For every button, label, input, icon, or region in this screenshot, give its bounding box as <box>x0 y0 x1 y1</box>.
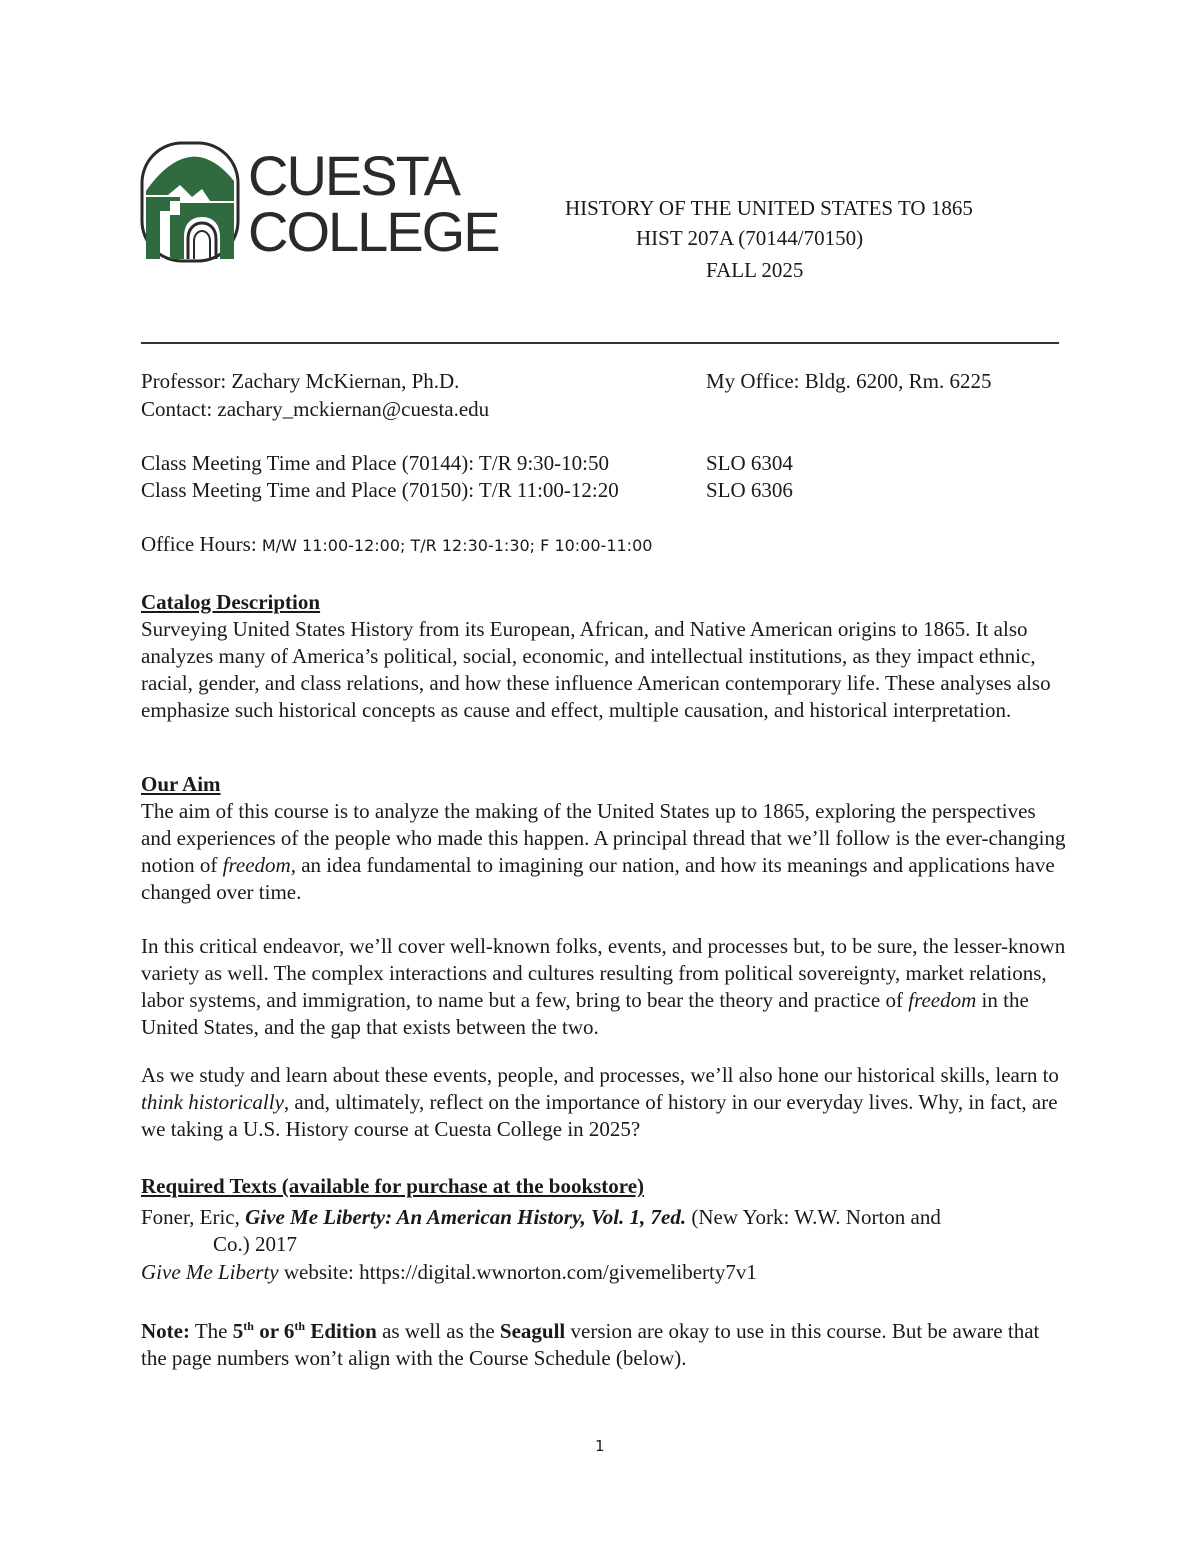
note-label: Note: <box>141 1319 190 1343</box>
book-title: Give Me Liberty: An American History, Vol. 1, 7ed. <box>245 1205 687 1229</box>
room-section-70144: SLO 6304 <box>706 451 793 475</box>
header-divider <box>141 342 1059 344</box>
course-term: FALL 2025 <box>706 258 804 282</box>
logo-line-1: CUESTA <box>248 144 459 207</box>
website-url: website: https://digital.wwnorton.com/givemeliberty7v1 <box>278 1260 757 1284</box>
page-number: 1 <box>595 1437 605 1455</box>
note-text-3: version are okay to use in this course. But be aware that the page numbers won’t align with the Course Schedule (below). <box>141 1319 1040 1370</box>
note-text-1: The <box>189 1319 233 1343</box>
edition-word: Edition <box>305 1319 377 1343</box>
office-hours-label: Office Hours: <box>141 532 262 556</box>
aim-paragraph-2 <box>141 933 1066 1041</box>
edition-5: 5 <box>232 1319 244 1343</box>
aim-p2-text-end: in the United States, and the gap that exists between the two. <box>141 988 1029 1039</box>
office-location: My Office: Bldg. 6200, Rm. 6225 <box>706 369 992 393</box>
meeting-section-70144: Class Meeting Time and Place (70144): T/R 9:30-10:50 <box>141 451 610 475</box>
edition-6-suffix: th <box>294 1319 306 1333</box>
catalog-text: Surveying United States History from its European, African, and Native American origins to 1865. It also analyzes many of America’s political, social, economic, and intellectual institutions, as they impact ethnic, racial, gender, and class relations, and how these influence American contemporary life. These analyses also emphasize such historical concepts as cause and effect, multiple causation, and historical interpretation. <box>141 617 1051 722</box>
cuesta-arch-mountain-icon <box>140 141 240 263</box>
aim-p2-emphasis: freedom <box>908 988 977 1012</box>
aim-p1-emphasis: freedom <box>222 853 291 877</box>
aim-p1-text: The aim of this course is to analyze the making of the United States up to 1865, exploring the perspectives and experiences of the people who made this happen. A principal thread that we’ll follow is the ever-changing notion of <box>141 799 1066 877</box>
textbook-website <box>141 1259 1066 1286</box>
course-title: HISTORY OF THE UNITED STATES TO 1865 <box>565 196 973 220</box>
catalog-heading: Catalog Description <box>141 590 321 614</box>
office-hours-value: M/W 11:00-12:00; T/R 12:30-1:30; F 10:00-11:00 <box>261 536 653 555</box>
logo-line-2: COLLEGE <box>248 200 499 263</box>
note-text-2: as well as the <box>376 1319 500 1343</box>
aim-heading: Our Aim <box>141 772 221 796</box>
edition-5-suffix: th <box>243 1319 254 1333</box>
aim-p3-emphasis: think historically <box>141 1090 284 1114</box>
meeting-section-70150: Class Meeting Time and Place (70150): T/R 11:00-12:20 <box>141 478 619 502</box>
aim-p3-text-end: , and, ultimately, reflect on the importance of history in our everyday lives. Why, in fact, are we taking a U.S. History course at Cuesta College in 2025? <box>141 1090 1058 1141</box>
office-hours <box>141 531 652 559</box>
book-publisher-year: Co.) 2017 <box>213 1232 297 1256</box>
contact-email: Contact: zachary_mckiernan@cuesta.edu <box>141 397 490 421</box>
aim-p2-text: In this critical endeavor, we’ll cover well-known folks, events, and processes but, to be sure, the lesser-known variety as well. The complex interactions and cultures resulting from political sovereignty, market relations, labor systems, and immigration, to name but a few, bring to bear the theory and practice of <box>141 934 1066 1012</box>
book-author: Foner, Eric, <box>141 1205 246 1229</box>
professor-name: Professor: Zachary McKiernan, Ph.D. <box>141 369 460 393</box>
aim-paragraph-1 <box>141 798 1066 906</box>
note-or: or <box>253 1319 284 1343</box>
seagull-label: Seagull <box>499 1319 566 1343</box>
book-publisher: (New York: W.W. Norton and <box>686 1205 941 1229</box>
website-title: Give Me Liberty <box>141 1260 279 1284</box>
required-texts-heading: Required Texts (available for purchase at the bookstore) <box>141 1174 645 1198</box>
edition-note <box>141 1313 1066 1372</box>
aim-paragraph-3 <box>141 1062 1066 1143</box>
aim-p1-text-end: , an idea fundamental to imagining our nation, and how its meanings and applications have changed over time. <box>141 853 1055 904</box>
room-section-70150: SLO 6306 <box>706 478 793 502</box>
textbook-citation <box>141 1204 1066 1258</box>
aim-p3-text: As we study and learn about these events, people, and processes, we’ll also hone our historical skills, learn to <box>141 1063 1059 1087</box>
edition-6: 6 <box>283 1319 295 1343</box>
course-number: HIST 207A (70144/70150) <box>636 226 864 250</box>
